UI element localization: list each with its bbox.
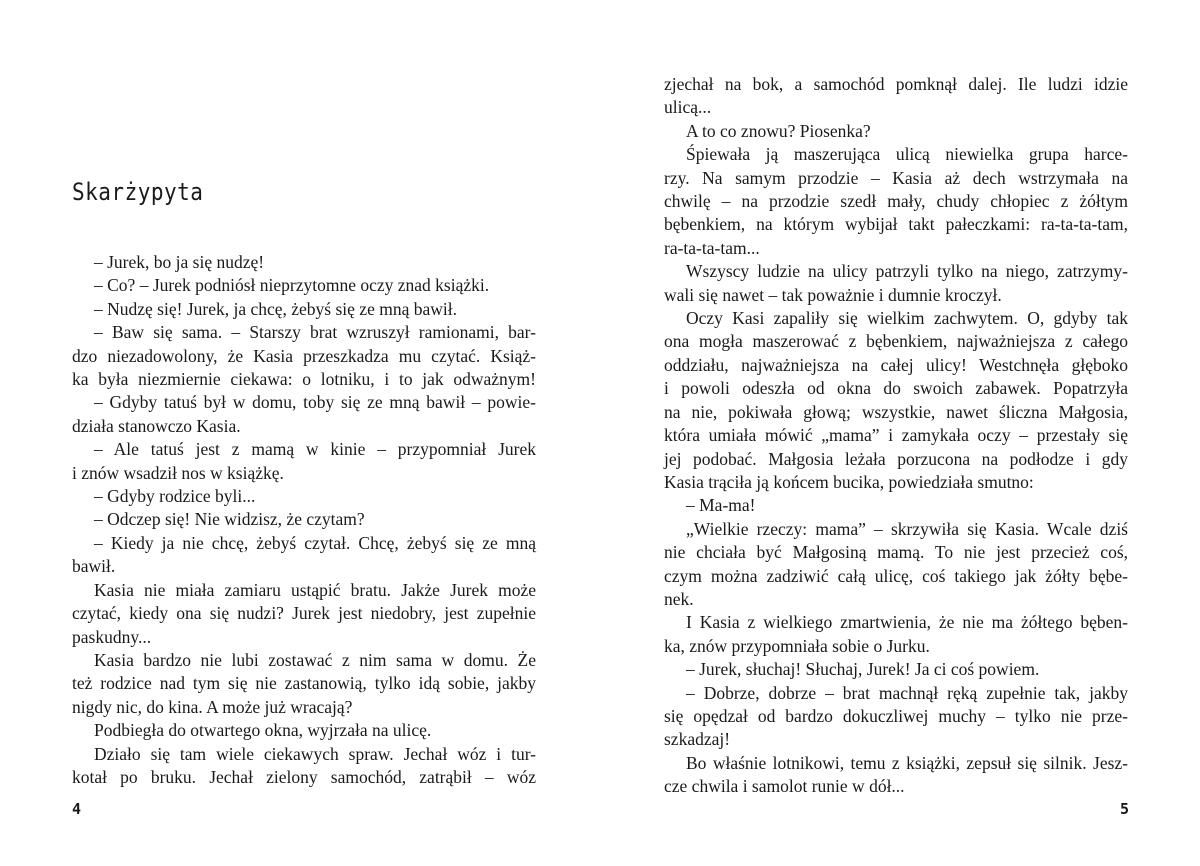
text-line: – Baw się sama. – Starszy brat wzruszył ramionami, bar- — [94, 322, 536, 343]
text-line: Oczy Kasi zapaliły się wielkim zachwytem. O, gdyby tak — [686, 308, 1128, 329]
text-line: czytać, kiedy ona się nudzi? Jurek jest niedobry, jest zupełnie — [72, 603, 536, 624]
text-line: – Co? – Jurek podniósł nieprzytomne oczy znad książki. — [94, 275, 490, 296]
text-line: dzo niezadowolony, że Kasia przeszkadza mu czytać. Książ- — [72, 345, 536, 366]
text-line: na nie, pokiwała głową; wszystkie, nawet śliczna Małgosia, — [664, 401, 1128, 422]
right-page — [600, 0, 1200, 866]
text-line: nie chciała być Małgosiną mamą. To nie jest przecież coś, — [664, 542, 1128, 563]
text-line: A to co znowu? Piosenka? — [686, 120, 871, 141]
text-line: szkadzaj! — [664, 729, 731, 750]
text-line: ka była niezmiernie ciekawa: o lotniku, i to jak odważnym! — [72, 369, 536, 390]
text-line: – Odczep się! Nie widzisz, że czytam? — [94, 509, 365, 530]
text-line: – Dobrze, dobrze – brat machnął ręką zupełnie tak, jakby — [686, 682, 1128, 703]
text-line: Bo właśnie lotnikowi, temu z książki, zepsuł się silnik. Jesz- — [686, 752, 1128, 773]
text-line: ra-ta-ta-tam... — [664, 237, 760, 258]
text-line: – Ale tatuś jest z mamą w kinie – przypomniał Jurek — [94, 439, 536, 460]
text-line: która umiała mówić „mama” i zamykała oczy – przestały się — [664, 425, 1128, 446]
text-line: kotał po bruku. Jechał zielony samochód, zatrąbił – wóz — [72, 766, 536, 787]
text-line: i powoli odeszła od okna do swoich zabawek. Popatrzyła — [664, 378, 1128, 399]
left-page-text — [72, 251, 536, 789]
text-line: Wszyscy ludzie na ulicy patrzyli tylko na niego, zatrzymy- — [686, 261, 1128, 282]
text-line: czym można zadziwić całą ulicę, coś takiego jak żółty bębe- — [664, 565, 1128, 586]
text-line: – Kiedy ja nie chcę, żebyś czytał. Chcę, żebyś się ze mną — [94, 532, 536, 553]
text-line: cze chwila i samolot runie w dół... — [664, 776, 905, 797]
text-line: Kasia bardzo nie lubi zostawać z nim sama w domu. Że — [94, 649, 536, 670]
text-line: nek. — [664, 588, 694, 609]
text-line: bębenkiem, na którym wybijał takt pałeczkami: ra-ta-ta-tam, — [664, 214, 1128, 235]
text-line: i znów wsadził nos w książkę. — [72, 462, 284, 483]
chapter-title: Skarżypyta — [72, 178, 204, 206]
text-line: – Ma-ma! — [686, 495, 756, 516]
right-page-text — [664, 73, 1128, 799]
text-line: Śpiewała ją maszerująca ulicą niewielka grupa harce- — [686, 144, 1128, 165]
page-number: 4 — [72, 800, 82, 818]
text-line: się opędzał od bardzo dokuczliwej muchy – tylko nie prze- — [664, 705, 1128, 726]
text-line: Kasia nie miała zamiaru ustąpić bratu. Jakże Jurek może — [94, 579, 536, 600]
text-line: I Kasia z wielkiego zmartwienia, że nie ma żółtego bęben- — [686, 612, 1128, 633]
text-line: rzy. Na samym przodzie – Kasia aż dech wstrzymała na — [664, 167, 1128, 188]
text-line: – Gdyby tatuś był w domu, toby się ze mną bawił – powie- — [94, 392, 536, 413]
text-line: – Jurek, bo ja się nudzę! — [94, 252, 265, 272]
text-line: Kasia trąciła ją końcem bucika, powiedziała smutno: — [664, 471, 1034, 492]
text-line: „Wielkie rzeczy: mama” – skrzywiła się Kasia. Wcale dziś — [686, 518, 1128, 539]
page-number: 5 — [1120, 800, 1130, 818]
text-line: bawił. — [72, 556, 116, 577]
text-line: chwilę – na przodzie szedł mały, chudy chłopiec z żółtym — [664, 191, 1128, 212]
text-line: ulicą... — [664, 97, 712, 118]
text-line: ona mogła maszerować z bębenkiem, najważniejsza z całego — [664, 331, 1128, 352]
text-line: Działo się tam wiele ciekawych spraw. Jechał wóz i tur- — [94, 743, 536, 764]
text-line: działa stanowczo Kasia. — [72, 415, 241, 436]
text-line: – Gdyby rodzice byli... — [94, 486, 256, 507]
text-line: też rodzice nad tym się nie zastanowią, tylko idą sobie, jakby — [72, 673, 536, 694]
text-line: ka, znów przypomniała sobie o Jurku. — [664, 635, 930, 656]
text-line: Podbiegła do otwartego okna, wyjrzała na ulicę. — [94, 720, 432, 741]
text-line: wali się nawet – tak poważnie i dumnie kroczył. — [664, 284, 1002, 305]
text-line: jej podobać. Małgosia leżała porzucona na podłodze i gdy — [664, 448, 1128, 469]
text-line: – Nudzę się! Jurek, ja chcę, żebyś się ze mną bawił. — [94, 298, 457, 319]
text-line: nigdy nic, do kina. A może już wracają? — [72, 696, 353, 717]
text-line: oddziału, najważniejsza na całej ulicy! Westchnęła głęboko — [664, 354, 1128, 375]
text-line: zjechał na bok, a samochód pomknął dalej. Ile ludzi idzie — [664, 74, 1128, 94]
text-line: paskudny... — [72, 626, 152, 647]
text-line: – Jurek, słuchaj! Słuchaj, Jurek! Ja ci coś powiem. — [686, 659, 1040, 680]
